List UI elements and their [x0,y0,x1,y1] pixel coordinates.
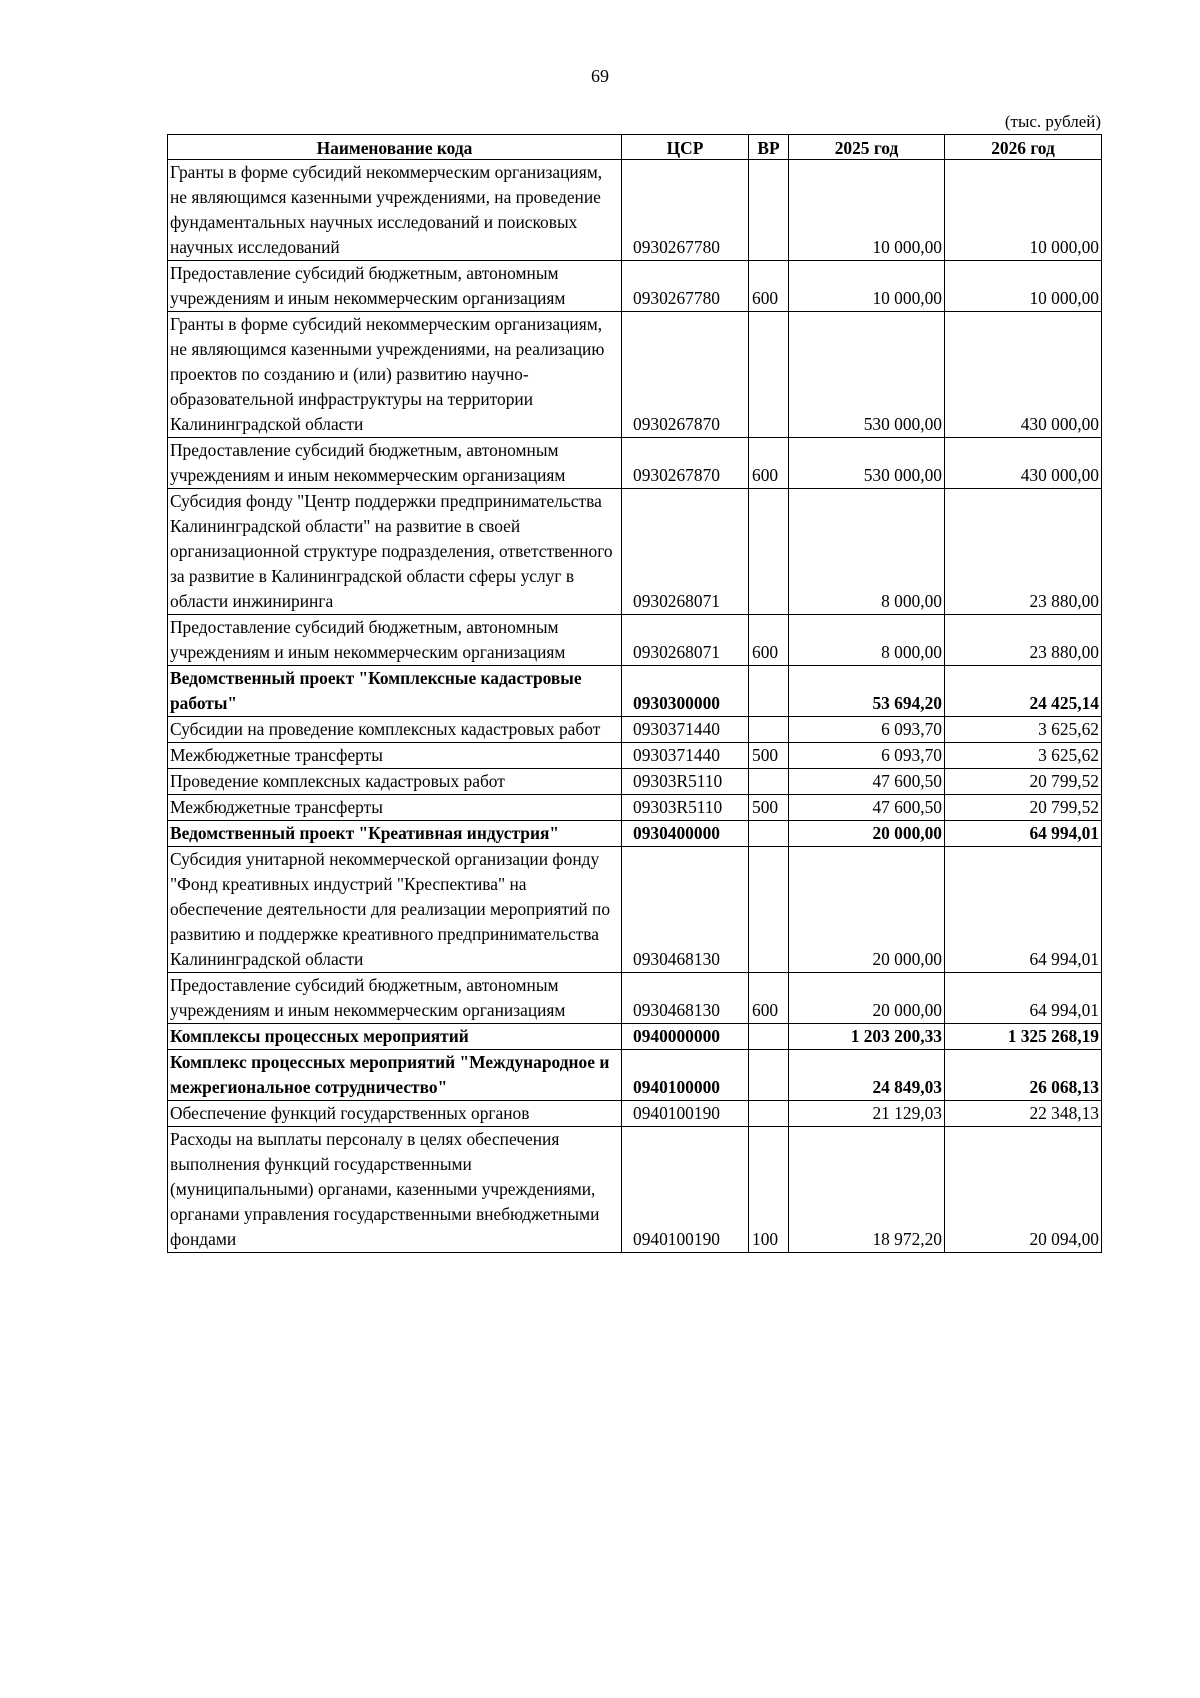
cell-name: Субсидия фонду "Центр поддержки предпринимательства Калининградской области" на развитие в своей организационной структуре подразделения, ответственного за развитие в Калининградской области сферы услуг в области инжиниринга [168,489,622,615]
cell-vr: 600 [749,615,789,666]
cell-csr: 0940100000 [622,1050,749,1101]
cell-csr: 0930268071 [622,489,749,615]
table-row [168,615,1102,666]
cell-vr: 600 [749,973,789,1024]
table-row [168,489,1102,615]
cell-name: Предоставление субсидий бюджетным, автономным учреждениям и иным некоммерческим организациям [168,438,622,489]
table-row [168,312,1102,438]
cell-name: Расходы на выплаты персоналу в целях обеспечения выполнения функций государственными (муниципальными) органами, казенными учреждениями, органами управления государственными внебюджетными фондами [168,1127,622,1253]
cell-vr: 600 [749,438,789,489]
cell-csr: 0940100190 [622,1101,749,1127]
cell-name: Межбюджетные трансферты [168,795,622,821]
cell-2025: 6 093,70 [789,743,945,769]
cell-2025: 20 000,00 [789,821,945,847]
header-2025: 2025 год [789,135,945,160]
cell-2026: 10 000,00 [945,160,1102,261]
cell-vr [749,821,789,847]
cell-name: Комплексы процессных мероприятий [168,1024,622,1050]
table-row [168,438,1102,489]
cell-vr: 500 [749,795,789,821]
cell-name: Обеспечение функций государственных органов [168,1101,622,1127]
table-row [168,717,1102,743]
cell-vr [749,666,789,717]
cell-2026: 430 000,00 [945,312,1102,438]
cell-csr: 0940000000 [622,1024,749,1050]
table-row [168,1050,1102,1101]
table-row [168,973,1102,1024]
units-label: (тыс. рублей) [1004,112,1101,131]
cell-csr: 0930371440 [622,717,749,743]
cell-2026: 64 994,01 [945,821,1102,847]
cell-2025: 47 600,50 [789,795,945,821]
cell-2025: 24 849,03 [789,1050,945,1101]
cell-2025: 20 000,00 [789,847,945,973]
cell-2026: 20 094,00 [945,1127,1102,1253]
cell-vr [749,717,789,743]
cell-2025: 6 093,70 [789,717,945,743]
table-row [168,1024,1102,1050]
header-2026: 2026 год [945,135,1102,160]
cell-vr [749,489,789,615]
table-row [168,743,1102,769]
cell-2025: 530 000,00 [789,438,945,489]
table-row [168,795,1102,821]
cell-csr: 0930267780 [622,261,749,312]
table-row [168,160,1102,261]
cell-vr: 100 [749,1127,789,1253]
cell-name: Предоставление субсидий бюджетным, автономным учреждениям и иным некоммерческим организациям [168,615,622,666]
cell-2025: 10 000,00 [789,261,945,312]
cell-name: Ведомственный проект "Креативная индустрия" [168,821,622,847]
cell-name: Субсидия унитарной некоммерческой организации фонду "Фонд креативных индустрий "Креспектива" на обеспечение деятельности для реализации мероприятий по развитию и поддержке креативного предпринимательства Калининградской области [168,847,622,973]
cell-vr [749,312,789,438]
cell-2026: 23 880,00 [945,615,1102,666]
cell-2025: 530 000,00 [789,312,945,438]
cell-2025: 8 000,00 [789,615,945,666]
cell-name: Субсидии на проведение комплексных кадастровых работ [168,717,622,743]
cell-csr: 09303R5110 [622,769,749,795]
table-row [168,666,1102,717]
cell-vr [749,1024,789,1050]
cell-2026: 24 425,14 [945,666,1102,717]
header-csr: ЦСР [622,135,749,160]
table-row [168,1127,1102,1253]
cell-2025: 8 000,00 [789,489,945,615]
cell-csr: 0930371440 [622,743,749,769]
cell-csr: 0930267870 [622,438,749,489]
cell-name: Ведомственный проект "Комплексные кадастровые работы" [168,666,622,717]
table-header-row [168,135,1102,160]
cell-vr: 600 [749,261,789,312]
budget-table [167,134,1102,1253]
cell-name: Проведение комплексных кадастровых работ [168,769,622,795]
cell-csr: 0930300000 [622,666,749,717]
cell-csr: 0930267780 [622,160,749,261]
cell-csr: 0930468130 [622,847,749,973]
cell-2026: 3 625,62 [945,717,1102,743]
cell-name: Комплекс процессных мероприятий "Международное и межрегиональное сотрудничество" [168,1050,622,1101]
cell-vr [749,1101,789,1127]
cell-2026: 430 000,00 [945,438,1102,489]
cell-2025: 1 203 200,33 [789,1024,945,1050]
table-row [168,769,1102,795]
cell-2025: 18 972,20 [789,1127,945,1253]
cell-2025: 47 600,50 [789,769,945,795]
header-name: Наименование кода [168,135,622,160]
cell-csr: 0930468130 [622,973,749,1024]
table-row [168,261,1102,312]
cell-2025: 10 000,00 [789,160,945,261]
cell-vr [749,1050,789,1101]
cell-2026: 22 348,13 [945,1101,1102,1127]
cell-csr: 0930400000 [622,821,749,847]
cell-2026: 1 325 268,19 [945,1024,1102,1050]
cell-2026: 3 625,62 [945,743,1102,769]
cell-name: Межбюджетные трансферты [168,743,622,769]
cell-2026: 64 994,01 [945,847,1102,973]
cell-vr [749,769,789,795]
cell-name: Предоставление субсидий бюджетным, автономным учреждениям и иным некоммерческим организациям [168,261,622,312]
cell-2025: 53 694,20 [789,666,945,717]
table-row [168,847,1102,973]
cell-2025: 21 129,03 [789,1101,945,1127]
cell-csr: 0940100190 [622,1127,749,1253]
cell-2026: 23 880,00 [945,489,1102,615]
cell-csr: 09303R5110 [622,795,749,821]
cell-vr: 500 [749,743,789,769]
cell-2026: 20 799,52 [945,769,1102,795]
cell-vr [749,160,789,261]
cell-name: Гранты в форме субсидий некоммерческим организациям, не являющимся казенными учреждениями, на проведение фундаментальных научных исследований и поисковых научных исследований [168,160,622,261]
header-vr: ВР [749,135,789,160]
cell-vr [749,847,789,973]
cell-2026: 64 994,01 [945,973,1102,1024]
cell-csr: 0930268071 [622,615,749,666]
table-row [168,1101,1102,1127]
cell-name: Гранты в форме субсидий некоммерческим организациям, не являющимся казенными учреждениями, на реализацию проектов по созданию и (или) развитию научно-образовательной инфраструктуры на территории Калининградской области [168,312,622,438]
cell-csr: 0930267870 [622,312,749,438]
table-body [168,160,1102,1253]
page-number: 69 [591,66,609,86]
cell-2026: 10 000,00 [945,261,1102,312]
cell-2025: 20 000,00 [789,973,945,1024]
table-row [168,821,1102,847]
cell-2026: 26 068,13 [945,1050,1102,1101]
cell-name: Предоставление субсидий бюджетным, автономным учреждениям и иным некоммерческим организациям [168,973,622,1024]
cell-2026: 20 799,52 [945,795,1102,821]
